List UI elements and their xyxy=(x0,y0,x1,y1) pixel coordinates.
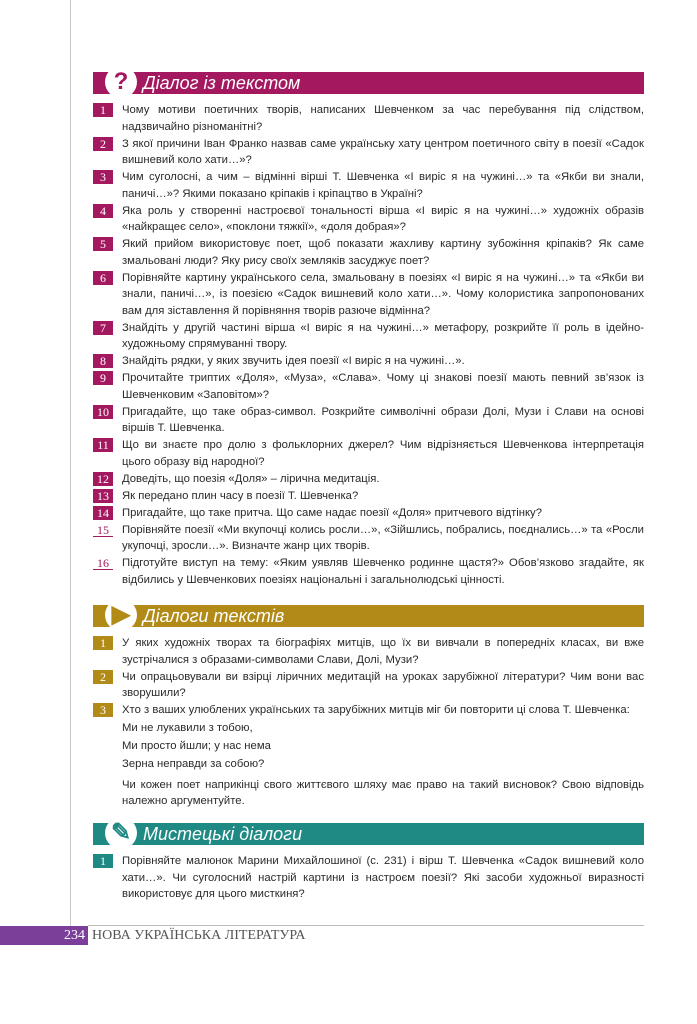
list-item xyxy=(93,320,644,353)
item-number: 11 xyxy=(93,438,113,452)
item-text: Що ви знаєте про долю з фольклорних джерел? Чим відрізняється Шевченкова інтерпретація цього образу від народної? xyxy=(122,439,644,468)
list-item xyxy=(93,236,644,269)
poem-line: Ми просто йшли; у нас нема xyxy=(122,739,271,752)
section-header xyxy=(93,601,644,628)
question-list xyxy=(93,102,644,588)
item-text: Як передано плин часу в поезії Т. Шевченка? xyxy=(122,489,359,502)
item-text: З якої причини Іван Франко назвав саме українську хату центром поетичного світу в поезії «Садок вишневий коло хати…»? xyxy=(122,137,644,166)
item-text: Знайдіть рядки, у яких звучить ідея поезії «І виріс я на чужині…». xyxy=(122,355,465,367)
list-item xyxy=(93,404,644,437)
section-dialog-with-text xyxy=(93,68,644,589)
list-item xyxy=(93,169,644,202)
list-item xyxy=(93,635,644,668)
item-text: Чи опрацьовували ви взірці ліричних медитацій на уроках зарубіжної літератури? Чим вони вас зворушили? xyxy=(122,670,644,699)
poem-line: Зерна неправди за собою? xyxy=(122,757,265,770)
item-text: Доведіть, що поезія «Доля» – лірична медитація. xyxy=(122,472,380,485)
item-number: 1 xyxy=(93,103,113,117)
list-item xyxy=(93,669,644,702)
list-item xyxy=(93,488,644,505)
item-number: 4 xyxy=(93,204,113,218)
item-text: Яка роль у створенні настроєвої тональності вірша «І виріс я на чужині…» художніх образів «найкращеє село», «поклони тяжкії», «доля добрая»? xyxy=(122,204,644,233)
item-number: 7 xyxy=(93,321,113,335)
section-art-dialogs xyxy=(93,819,644,903)
palette-icon: ✎ xyxy=(105,817,137,849)
list-item xyxy=(93,353,644,370)
list-item xyxy=(93,555,644,588)
question-list xyxy=(93,635,644,810)
item-number: 16 xyxy=(93,556,113,570)
poem-line: Ми не лукавили з тобою, xyxy=(122,721,253,734)
item-text: Порівняйте поезії «Ми вкупочці колись росли…», «Зійшлись, побрались, поєднались…» та «Росли укупочці, зросли…». Визначте жанр цих творів. xyxy=(122,523,644,552)
section-title: Діалог із текстом xyxy=(143,73,301,93)
item-text: Чому мотиви поетичних творів, написаних Шевченком за час перебування під слідством, надзвичайно різноманітні? xyxy=(122,104,644,133)
item-text: У яких художніх творах та біографіях митців, що їх ви вивчали в попередніх класах, ви вже зустрічалися з образами-символами Слави, Долі, Музи? xyxy=(122,637,644,666)
item-text: Чим суголосні, а чим – відмінні вірші Т. Шевченка «І виріс я на чужині…» та «Якби ви знали, паничі…»? Якими показано кріпаків і кріпацтво в Україні? xyxy=(122,171,644,200)
page-number: 234 xyxy=(0,926,88,945)
section-dialogs-of-texts xyxy=(93,601,644,810)
list-item xyxy=(93,136,644,169)
question-list xyxy=(93,853,644,903)
list-item xyxy=(93,505,644,522)
item-number: 13 xyxy=(93,489,113,503)
item-text: Підготуйте виступ на тему: «Яким уявляв Шевченко родинне щастя?» Обов’язково згадайте, як відбились у Шевченкових поезіях національні і загальнолюдські цінності. xyxy=(122,557,644,586)
list-item xyxy=(93,437,644,470)
item-number: 2 xyxy=(93,137,113,151)
list-item xyxy=(93,203,644,236)
item-number: 10 xyxy=(93,405,113,419)
item-text: Який прийом використовує поет, щоб показати жахливу картину зубожіння кріпаків? Як саме змальовані люди? Яку рису своїх земляків засуджує поет? xyxy=(122,238,644,267)
item-number: 1 xyxy=(93,636,113,650)
item-text: Прочитайте триптих «Доля», «Муза», «Слава». Чому ці знакові поезії мають певний зв’язок із Шевченковим «Заповітом»? xyxy=(122,372,644,401)
item-number: 3 xyxy=(93,170,113,184)
item-text: Пригадайте, що таке образ-символ. Розкрийте символічні образи Долі, Музи і Слави на основі віршів Т. Шевченка. xyxy=(122,405,644,434)
section-header xyxy=(93,68,644,95)
item-text: Хто з ваших улюблених українських та зарубіжних митців міг би повторити ці слова Т. Шевченка: xyxy=(122,704,630,716)
item-text: Порівняйте картину українського села, змальовану в поезіях «І виріс я на чужині…» та «Якби ви знали, паничі…», із поезією «Садок вишневий коло хати…». Чому колористика запропонованих вам для зіставлення й порівняння творів разюче відмінна? xyxy=(122,271,644,317)
list-item xyxy=(93,471,644,488)
item-number: 5 xyxy=(93,237,113,251)
item-number: 6 xyxy=(93,271,113,285)
section-header xyxy=(93,819,644,846)
section-title: Мистецькі діалоги xyxy=(143,824,303,844)
book-title: НОВА УКРАЇНСЬКА ЛІТЕРАТУРА xyxy=(92,928,306,943)
item-number: 14 xyxy=(93,506,113,520)
item-conclusion: Чи кожен поет наприкінці свого життєвого шляху має право на такий висновок? Свою відповідь належно аргументуйте. xyxy=(122,778,644,807)
list-item xyxy=(93,702,644,810)
section-title: Діалоги текстів xyxy=(143,606,285,626)
item-text: Знайдіть у другій частині вірша «І виріс я на чужині…» метафору, розкрийте її роль в ідейно-художньому спрямуванні твору. xyxy=(122,321,644,350)
item-number: 12 xyxy=(93,472,113,486)
item-text: Пригадайте, що таке притча. Що саме надає поезії «Доля» притчевого відтінку? xyxy=(122,506,542,519)
item-number: 9 xyxy=(93,371,113,385)
question-icon: ? xyxy=(105,66,137,98)
list-item xyxy=(93,853,644,903)
item-number: 8 xyxy=(93,354,113,368)
margin-line xyxy=(70,0,71,940)
item-number: 2 xyxy=(93,670,113,684)
item-number: 15 xyxy=(93,523,113,537)
list-item xyxy=(93,370,644,403)
list-item xyxy=(93,522,644,555)
list-item xyxy=(93,270,644,320)
item-number: 1 xyxy=(93,854,113,868)
item-text: Порівняйте малюнок Марини Михайлошиної (с. 231) і вірш Т. Шевченка «Садок вишневий коло хати…». Чи суголосний настрій картини із настроєм поезії? Які засоби художньої виразності використовує для цього мисткиня? xyxy=(122,855,644,900)
item-number: 3 xyxy=(93,703,113,717)
arrows-icon: ▶ xyxy=(105,599,137,631)
list-item xyxy=(93,102,644,135)
